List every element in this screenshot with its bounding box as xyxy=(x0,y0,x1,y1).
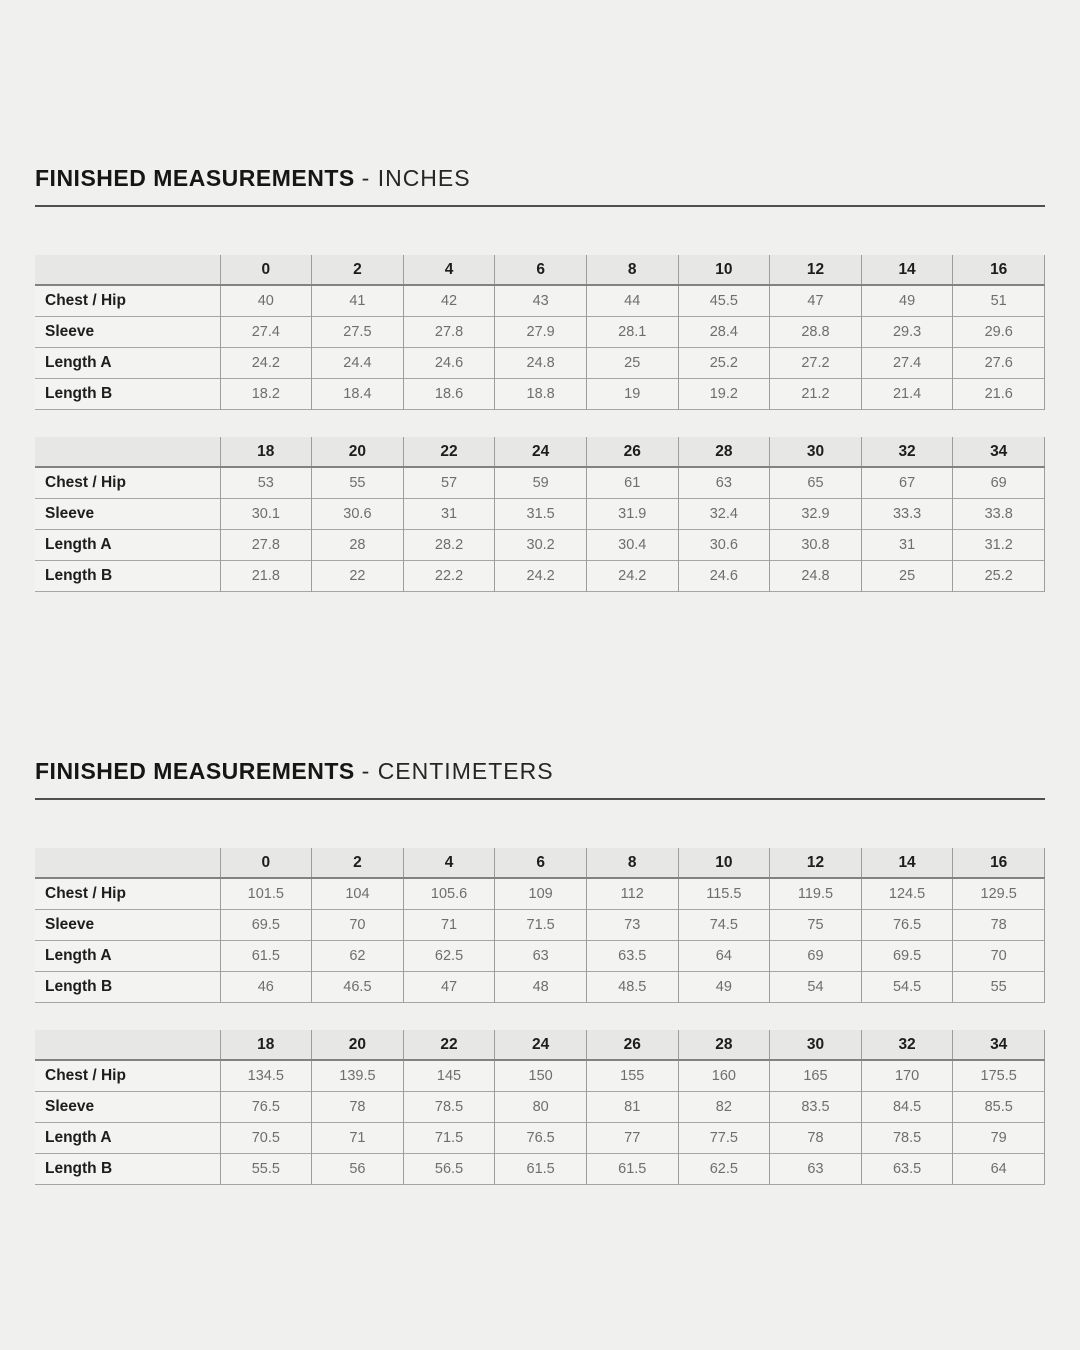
measurement-value-cell: 31 xyxy=(403,499,495,530)
measurement-value-cell: 77 xyxy=(586,1123,678,1154)
measurement-value-cell: 24.8 xyxy=(495,348,587,379)
size-column-header: 32 xyxy=(861,437,953,467)
measurement-value-cell: 24.4 xyxy=(312,348,404,379)
measurement-value-cell: 32.9 xyxy=(770,499,862,530)
size-column-header: 14 xyxy=(861,255,953,285)
size-column-header: 28 xyxy=(678,1030,770,1060)
measurement-value-cell: 24.2 xyxy=(586,561,678,592)
measurement-row xyxy=(35,941,1045,972)
measurement-row xyxy=(35,499,1045,530)
measurement-value-cell: 27.4 xyxy=(220,317,312,348)
measurement-value-cell: 62 xyxy=(312,941,404,972)
section-title-main: FINISHED MEASUREMENTS xyxy=(35,758,355,784)
measurement-row xyxy=(35,561,1045,592)
measurement-value-cell: 170 xyxy=(861,1060,953,1092)
size-column-header: 20 xyxy=(312,437,404,467)
measurement-value-cell: 47 xyxy=(770,285,862,317)
measurement-value-cell: 21.4 xyxy=(861,379,953,410)
section-title-inches xyxy=(35,164,1045,192)
size-column-header: 20 xyxy=(312,1030,404,1060)
size-column-header: 10 xyxy=(678,255,770,285)
measurement-value-cell: 24.2 xyxy=(495,561,587,592)
measurement-value-cell: 18.6 xyxy=(403,379,495,410)
size-column-header: 14 xyxy=(861,848,953,878)
measurement-value-cell: 22.2 xyxy=(403,561,495,592)
measurement-value-cell: 61.5 xyxy=(495,1154,587,1185)
measurement-value-cell: 145 xyxy=(403,1060,495,1092)
measurement-value-cell: 25.2 xyxy=(678,348,770,379)
size-column-header: 4 xyxy=(403,848,495,878)
size-column-header: 18 xyxy=(220,437,312,467)
measurement-value-cell: 28.8 xyxy=(770,317,862,348)
section-title-centimeters xyxy=(35,757,1045,785)
measurement-row-label: Chest / Hip xyxy=(45,1067,126,1084)
size-column-header: 0 xyxy=(220,255,312,285)
size-column-header: 16 xyxy=(953,848,1045,878)
measurement-value-cell: 27.4 xyxy=(861,348,953,379)
measurement-value-cell: 63 xyxy=(678,467,770,499)
measurement-value-cell: 70 xyxy=(312,910,404,941)
measurement-value-cell: 78 xyxy=(953,910,1045,941)
measurement-row xyxy=(35,878,1045,910)
measurement-value-cell: 84.5 xyxy=(861,1092,953,1123)
measurement-value-cell: 19.2 xyxy=(678,379,770,410)
size-column-header: 12 xyxy=(770,848,862,878)
size-column-header: 24 xyxy=(495,437,587,467)
measurement-value-cell: 45.5 xyxy=(678,285,770,317)
measurement-value-cell: 71.5 xyxy=(495,910,587,941)
measurement-value-cell: 104 xyxy=(312,878,404,910)
measurement-value-cell: 24.8 xyxy=(770,561,862,592)
measurement-value-cell: 56 xyxy=(312,1154,404,1185)
measurement-value-cell: 27.2 xyxy=(770,348,862,379)
measurement-value-cell: 124.5 xyxy=(861,878,953,910)
measurement-value-cell: 54 xyxy=(770,972,862,1003)
measurement-value-cell: 165 xyxy=(770,1060,862,1092)
measurement-value-cell: 29.6 xyxy=(953,317,1045,348)
measurement-value-cell: 51 xyxy=(953,285,1045,317)
size-column-header: 30 xyxy=(770,1030,862,1060)
size-column-header: 2 xyxy=(312,255,404,285)
measurement-value-cell: 47 xyxy=(403,972,495,1003)
measurement-value-cell: 30.1 xyxy=(220,499,312,530)
size-header-row xyxy=(35,848,1045,878)
measurement-value-cell: 49 xyxy=(678,972,770,1003)
measurement-value-cell: 28 xyxy=(312,530,404,561)
measurement-value-cell: 59 xyxy=(495,467,587,499)
measurement-value-cell: 55.5 xyxy=(220,1154,312,1185)
measurement-value-cell: 155 xyxy=(586,1060,678,1092)
measurement-value-cell: 69 xyxy=(770,941,862,972)
measurement-value-cell: 30.6 xyxy=(312,499,404,530)
measurement-value-cell: 56.5 xyxy=(403,1154,495,1185)
measurement-row-label: Length A xyxy=(45,354,112,371)
corner-cell xyxy=(35,848,220,878)
measurement-value-cell: 70 xyxy=(953,941,1045,972)
measurement-value-cell: 33.3 xyxy=(861,499,953,530)
measurement-value-cell: 160 xyxy=(678,1060,770,1092)
centimeters-table-sizes-18-34 xyxy=(35,1030,1045,1185)
measurement-row-label: Length B xyxy=(45,385,113,402)
measurement-value-cell: 44 xyxy=(586,285,678,317)
measurement-value-cell: 25 xyxy=(586,348,678,379)
size-column-header: 18 xyxy=(220,1030,312,1060)
size-column-header: 32 xyxy=(861,1030,953,1060)
measurement-value-cell: 75 xyxy=(770,910,862,941)
size-header-row xyxy=(35,437,1045,467)
measurement-value-cell: 83.5 xyxy=(770,1092,862,1123)
measurement-row-label: Length B xyxy=(45,567,113,584)
measurement-value-cell: 46.5 xyxy=(312,972,404,1003)
measurement-row-label: Sleeve xyxy=(45,323,95,340)
size-column-header: 28 xyxy=(678,437,770,467)
measurement-value-cell: 71 xyxy=(403,910,495,941)
size-column-header: 2 xyxy=(312,848,404,878)
measurement-value-cell: 53 xyxy=(220,467,312,499)
measurement-row-label: Length A xyxy=(45,1129,112,1146)
measurement-value-cell: 73 xyxy=(586,910,678,941)
measurement-value-cell: 119.5 xyxy=(770,878,862,910)
measurement-value-cell: 109 xyxy=(495,878,587,910)
section-inches xyxy=(35,164,1045,592)
measurement-value-cell: 71.5 xyxy=(403,1123,495,1154)
size-column-header: 22 xyxy=(403,437,495,467)
measurement-value-cell: 42 xyxy=(403,285,495,317)
measurement-value-cell: 27.8 xyxy=(220,530,312,561)
measurement-value-cell: 61.5 xyxy=(586,1154,678,1185)
measurement-row xyxy=(35,1123,1045,1154)
measurement-value-cell: 63 xyxy=(495,941,587,972)
measurement-value-cell: 79 xyxy=(953,1123,1045,1154)
measurement-value-cell: 46 xyxy=(220,972,312,1003)
inches-table-sizes-18-34 xyxy=(35,437,1045,592)
measurement-value-cell: 62.5 xyxy=(678,1154,770,1185)
size-column-header: 30 xyxy=(770,437,862,467)
measurement-value-cell: 18.2 xyxy=(220,379,312,410)
size-column-header: 22 xyxy=(403,1030,495,1060)
measurement-value-cell: 30.4 xyxy=(586,530,678,561)
measurement-row xyxy=(35,379,1045,410)
measurement-value-cell: 18.4 xyxy=(312,379,404,410)
measurement-value-cell: 32.4 xyxy=(678,499,770,530)
measurement-value-cell: 85.5 xyxy=(953,1092,1045,1123)
measurement-value-cell: 69.5 xyxy=(220,910,312,941)
measurement-value-cell: 82 xyxy=(678,1092,770,1123)
measurement-value-cell: 101.5 xyxy=(220,878,312,910)
measurement-value-cell: 49 xyxy=(861,285,953,317)
measurement-row-label: Length B xyxy=(45,978,113,995)
measurement-row-label: Chest / Hip xyxy=(45,474,126,491)
measurement-row-label: Sleeve xyxy=(45,1098,95,1115)
measurement-value-cell: 24.6 xyxy=(678,561,770,592)
measurement-row xyxy=(35,348,1045,379)
measurement-value-cell: 41 xyxy=(312,285,404,317)
section-title-unit: - INCHES xyxy=(361,165,471,191)
size-column-header: 6 xyxy=(495,255,587,285)
measurement-value-cell: 48.5 xyxy=(586,972,678,1003)
measurement-value-cell: 24.6 xyxy=(403,348,495,379)
measurement-row xyxy=(35,1154,1045,1185)
measurement-value-cell: 78.5 xyxy=(861,1123,953,1154)
size-column-header: 34 xyxy=(953,1030,1045,1060)
measurement-value-cell: 54.5 xyxy=(861,972,953,1003)
corner-cell xyxy=(35,255,220,285)
measurement-value-cell: 31.5 xyxy=(495,499,587,530)
measurement-value-cell: 65 xyxy=(770,467,862,499)
measurement-value-cell: 80 xyxy=(495,1092,587,1123)
measurement-value-cell: 21.6 xyxy=(953,379,1045,410)
measurement-value-cell: 28.4 xyxy=(678,317,770,348)
measurement-value-cell: 22 xyxy=(312,561,404,592)
measurement-row xyxy=(35,467,1045,499)
measurement-value-cell: 21.2 xyxy=(770,379,862,410)
measurement-value-cell: 18.8 xyxy=(495,379,587,410)
size-column-header: 34 xyxy=(953,437,1045,467)
measurement-value-cell: 81 xyxy=(586,1092,678,1123)
measurement-value-cell: 48 xyxy=(495,972,587,1003)
measurement-row-label: Sleeve xyxy=(45,505,95,522)
measurement-value-cell: 76.5 xyxy=(220,1092,312,1123)
measurement-value-cell: 112 xyxy=(586,878,678,910)
measurement-value-cell: 70.5 xyxy=(220,1123,312,1154)
size-column-header: 8 xyxy=(586,848,678,878)
measurement-value-cell: 78 xyxy=(312,1092,404,1123)
size-column-header: 26 xyxy=(586,437,678,467)
measurement-value-cell: 71 xyxy=(312,1123,404,1154)
measurement-row-label: Length A xyxy=(45,536,112,553)
measurement-row xyxy=(35,285,1045,317)
measurement-value-cell: 33.8 xyxy=(953,499,1045,530)
measurement-value-cell: 25.2 xyxy=(953,561,1045,592)
size-column-header: 8 xyxy=(586,255,678,285)
section-centimeters xyxy=(35,757,1045,1185)
size-header-row xyxy=(35,1030,1045,1060)
measurement-value-cell: 30.2 xyxy=(495,530,587,561)
size-column-header: 10 xyxy=(678,848,770,878)
measurement-value-cell: 63.5 xyxy=(586,941,678,972)
measurement-value-cell: 55 xyxy=(953,972,1045,1003)
measurement-value-cell: 64 xyxy=(678,941,770,972)
measurement-value-cell: 21.8 xyxy=(220,561,312,592)
measurement-value-cell: 57 xyxy=(403,467,495,499)
measurement-value-cell: 76.5 xyxy=(495,1123,587,1154)
measurement-row xyxy=(35,1092,1045,1123)
measurement-value-cell: 19 xyxy=(586,379,678,410)
size-column-header: 16 xyxy=(953,255,1045,285)
measurement-row xyxy=(35,317,1045,348)
measurement-value-cell: 28.2 xyxy=(403,530,495,561)
measurement-value-cell: 64 xyxy=(953,1154,1045,1185)
measurement-value-cell: 69.5 xyxy=(861,941,953,972)
centimeters-table-sizes-0-16 xyxy=(35,848,1045,1003)
measurement-value-cell: 30.6 xyxy=(678,530,770,561)
measurement-value-cell: 77.5 xyxy=(678,1123,770,1154)
measurement-value-cell: 25 xyxy=(861,561,953,592)
measurement-value-cell: 31 xyxy=(861,530,953,561)
measurement-value-cell: 175.5 xyxy=(953,1060,1045,1092)
measurement-row-label: Chest / Hip xyxy=(45,885,126,902)
measurement-value-cell: 61 xyxy=(586,467,678,499)
size-column-header: 26 xyxy=(586,1030,678,1060)
measurement-value-cell: 24.2 xyxy=(220,348,312,379)
section-title-main: FINISHED MEASUREMENTS xyxy=(35,165,355,191)
measurement-value-cell: 67 xyxy=(861,467,953,499)
corner-cell xyxy=(35,1030,220,1060)
measurement-value-cell: 61.5 xyxy=(220,941,312,972)
measurement-value-cell: 63.5 xyxy=(861,1154,953,1185)
measurement-value-cell: 27.5 xyxy=(312,317,404,348)
measurement-value-cell: 29.3 xyxy=(861,317,953,348)
measurement-value-cell: 62.5 xyxy=(403,941,495,972)
size-column-header: 24 xyxy=(495,1030,587,1060)
corner-cell xyxy=(35,437,220,467)
measurement-row xyxy=(35,972,1045,1003)
measurement-value-cell: 63 xyxy=(770,1154,862,1185)
size-header-row xyxy=(35,255,1045,285)
measurement-value-cell: 27.8 xyxy=(403,317,495,348)
measurement-row-label: Sleeve xyxy=(45,916,95,933)
section-title-unit: - CENTIMETERS xyxy=(361,758,554,784)
measurement-value-cell: 115.5 xyxy=(678,878,770,910)
measurement-value-cell: 40 xyxy=(220,285,312,317)
title-divider xyxy=(35,798,1045,800)
measurement-value-cell: 27.6 xyxy=(953,348,1045,379)
measurement-value-cell: 76.5 xyxy=(861,910,953,941)
size-column-header: 12 xyxy=(770,255,862,285)
measurement-row-label: Chest / Hip xyxy=(45,292,126,309)
size-column-header: 4 xyxy=(403,255,495,285)
measurement-row xyxy=(35,1060,1045,1092)
measurement-value-cell: 129.5 xyxy=(953,878,1045,910)
measurement-value-cell: 78 xyxy=(770,1123,862,1154)
measurement-value-cell: 30.8 xyxy=(770,530,862,561)
measurement-value-cell: 55 xyxy=(312,467,404,499)
measurement-value-cell: 43 xyxy=(495,285,587,317)
measurement-row xyxy=(35,530,1045,561)
measurement-row-label: Length A xyxy=(45,947,112,964)
measurement-value-cell: 69 xyxy=(953,467,1045,499)
measurement-value-cell: 31.9 xyxy=(586,499,678,530)
measurement-row-label: Length B xyxy=(45,1160,113,1177)
title-divider xyxy=(35,205,1045,207)
measurement-value-cell: 74.5 xyxy=(678,910,770,941)
measurement-value-cell: 27.9 xyxy=(495,317,587,348)
measurement-value-cell: 105.6 xyxy=(403,878,495,910)
measurement-value-cell: 28.1 xyxy=(586,317,678,348)
size-column-header: 6 xyxy=(495,848,587,878)
inches-table-sizes-0-16 xyxy=(35,255,1045,410)
measurement-value-cell: 150 xyxy=(495,1060,587,1092)
measurement-value-cell: 31.2 xyxy=(953,530,1045,561)
measurement-value-cell: 78.5 xyxy=(403,1092,495,1123)
measurement-value-cell: 134.5 xyxy=(220,1060,312,1092)
measurement-value-cell: 139.5 xyxy=(312,1060,404,1092)
size-column-header: 0 xyxy=(220,848,312,878)
measurement-row xyxy=(35,910,1045,941)
